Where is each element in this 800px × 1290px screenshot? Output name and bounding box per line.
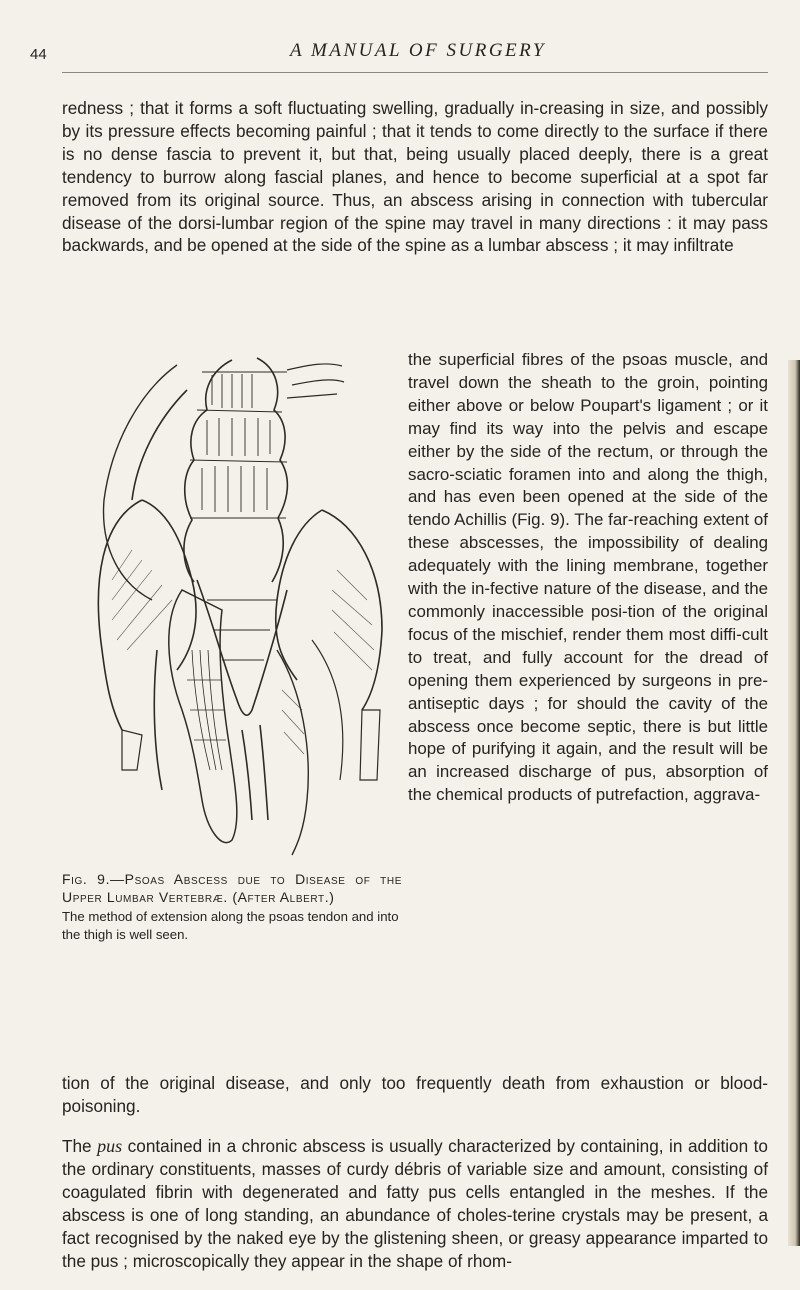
caption-description: The method of extension along the psoas tendon and into the thigh is well seen. bbox=[62, 909, 399, 942]
paragraph-abscess-tail bbox=[62, 1055, 768, 1290]
page-number: 44 bbox=[30, 46, 47, 63]
figure-caption bbox=[62, 870, 402, 944]
paragraph-pus bbox=[62, 1135, 768, 1272]
paragraph-text-wrap: the superficial fibres of the psoas muscle, and travel down the sheath to the groin, pointing either above or below Poupart's ligament ; or it may find its way into the pelvis and escape either by the side of the rectum, or through the sacro-sciatic foramen into and along the thigh, and has even been opened at the side of the tendo Achillis (Fig. 9). The far-reaching extent of these abscesses, the impossibility of dealing adequately with the lining membrane, together with the in-fective nature of the disease, and the commonly inaccessible posi-tion of the original focus of the mischief, render them most diffi-cult to treat, and fully account for the dread of opening them experienced by surgeons in pre-antiseptic days ; for should the cavity of the abscess once become septic, there is but little hope of purifying it again, and the result will be an increased discharge of pus, absorption of the chemical products of putrefaction, aggrava- bbox=[408, 350, 768, 805]
pus-term: pus bbox=[97, 1136, 123, 1157]
figure-psoas-abscess bbox=[82, 350, 400, 858]
pus-body: contained in a chronic abscess is usually characterized by containing, in addition to the ordinary constituents, masses of curdy débris of variable size and amount, consisting of coagulated fibrin with degenerated and fatty pus cells entangled in the meshes. If the abscess is one of long standing, an abundance of choles-terine crystals may be present, a fact recognised by the naked eye by the glistening sheen, or greasy appearance imparted to the pus ; microscopically they appear in the shape of rhom- bbox=[62, 1136, 768, 1271]
running-title: A MANUAL OF SURGERY bbox=[290, 40, 546, 61]
pus-intro: The bbox=[62, 1136, 98, 1157]
paragraph-abscess-top bbox=[62, 97, 768, 257]
caption-title: Fig. 9.—Psoas Abscess due to Disease of the Upper Lumbar Vertebræ. (After Albert.) bbox=[62, 871, 402, 905]
paragraph-abscess-wrap bbox=[408, 349, 768, 807]
page-edge-shadow bbox=[788, 360, 800, 1246]
psoas-abscess-illustration bbox=[82, 350, 400, 858]
paragraph-text: redness ; that it forms a soft fluctuating swelling, gradually in-creasing in size, and possibly by its pressure effects becoming painful ; that it tends to come directly to the surface if there is no dense fascia to prevent it, but that, being usually placed deeply, there is a great tendency to burrow along fascial planes, and hence to become superficial at a spot far removed from its original source. Thus, an abscess arising in connection with tubercular disease of the dorsi-lumbar region of the spine may travel in many directions : it may pass backwards, and be opened at the side of the spine as a lumbar abscess ; it may infiltrate bbox=[62, 98, 768, 256]
header-rule bbox=[62, 72, 768, 73]
page-header bbox=[0, 40, 800, 68]
paragraph-text-tail: tion of the original disease, and only too frequently death from exhaustion or blood-poisoning. bbox=[62, 1073, 768, 1117]
